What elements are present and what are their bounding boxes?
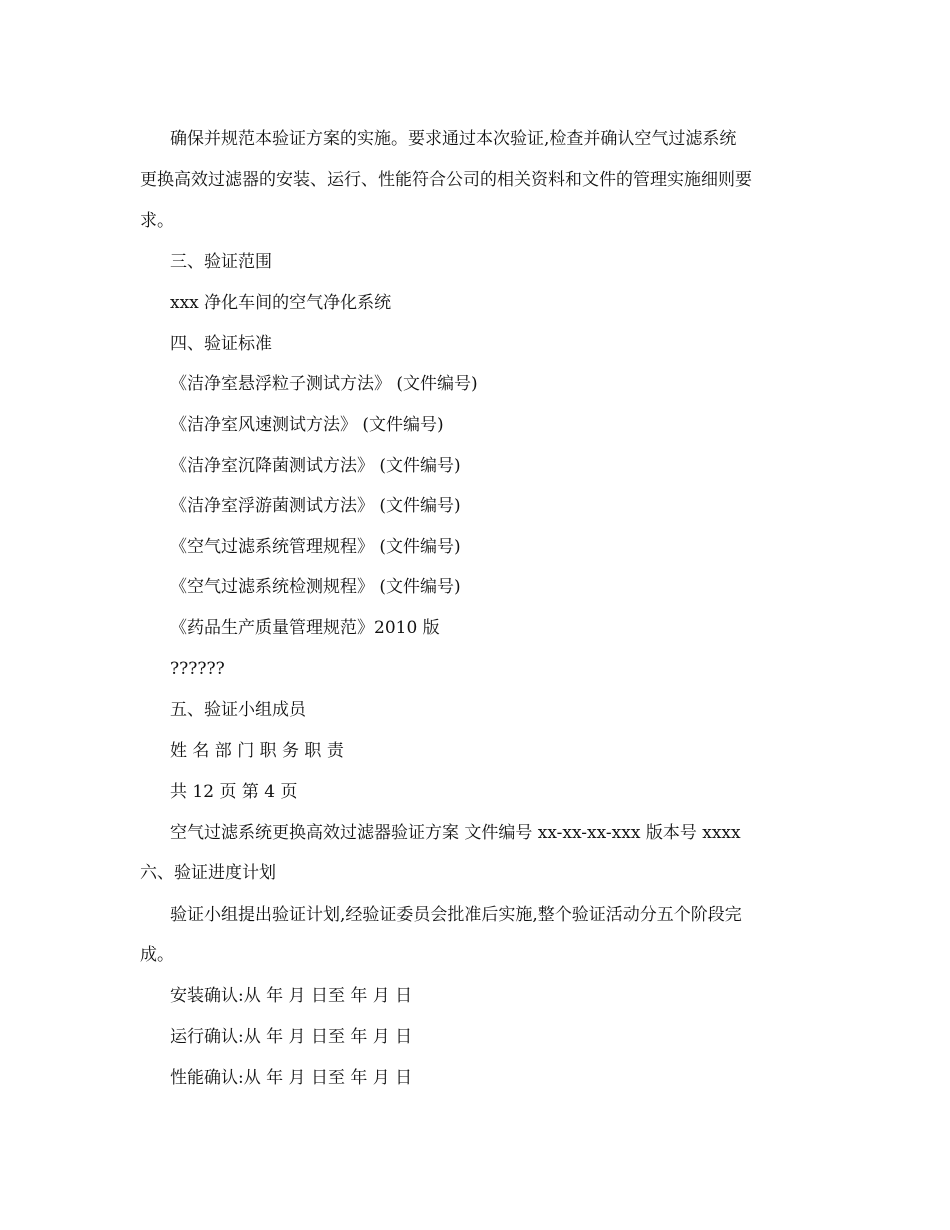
page-info: 共 12 页 第 4 页 [170, 782, 298, 802]
placeholder-marks: ?????? [170, 659, 225, 679]
phase-item: 性能确认:从 年 月 日至 年 月 日 [170, 1068, 413, 1088]
standard-item: 《洁净室沉降菌测试方法》 (文件编号) [170, 456, 461, 476]
schedule-paragraph-line-2: 成。 [140, 945, 174, 965]
schedule-paragraph-line-1: 验证小组提出验证计划,经验证委员会批准后实施,整个验证活动分五个阶段完 [170, 905, 742, 925]
purpose-paragraph-line-2: 更换高效过滤器的安装、运行、性能符合公司的相关资料和文件的管理实施细则要 [140, 170, 752, 190]
section-3-content: xxx 净化车间的空气净化系统 [170, 293, 392, 313]
phase-item: 运行确认:从 年 月 日至 年 月 日 [170, 1027, 413, 1047]
team-table-header: 姓 名 部 门 职 务 职 责 [170, 741, 344, 761]
document-header: 空气过滤系统更换高效过滤器验证方案 文件编号 xx-xx-xx-xxx 版本号 xxxx [170, 823, 741, 843]
standard-item: 《药品生产质量管理规范》2010 版 [170, 618, 440, 638]
standard-item: 《洁净室风速测试方法》 (文件编号) [170, 415, 444, 435]
standard-item: 《空气过滤系统检测规程》 (文件编号) [170, 577, 461, 597]
standard-item: 《洁净室浮游菌测试方法》 (文件编号) [170, 496, 461, 516]
phase-item: 安装确认:从 年 月 日至 年 月 日 [170, 986, 413, 1006]
standard-item: 《空气过滤系统管理规程》 (文件编号) [170, 537, 461, 557]
purpose-paragraph-line-3: 求。 [140, 211, 174, 231]
section-3-heading: 三、验证范围 [170, 252, 272, 272]
standard-item: 《洁净室悬浮粒子测试方法》 (文件编号) [170, 374, 478, 394]
section-6-heading: 六、验证进度计划 [140, 863, 276, 883]
section-4-heading: 四、验证标准 [170, 334, 272, 354]
section-5-heading: 五、验证小组成员 [170, 700, 306, 720]
purpose-paragraph-line-1: 确保并规范本验证方案的实施。要求通过本次验证,检查并确认空气过滤系统 [170, 129, 737, 149]
